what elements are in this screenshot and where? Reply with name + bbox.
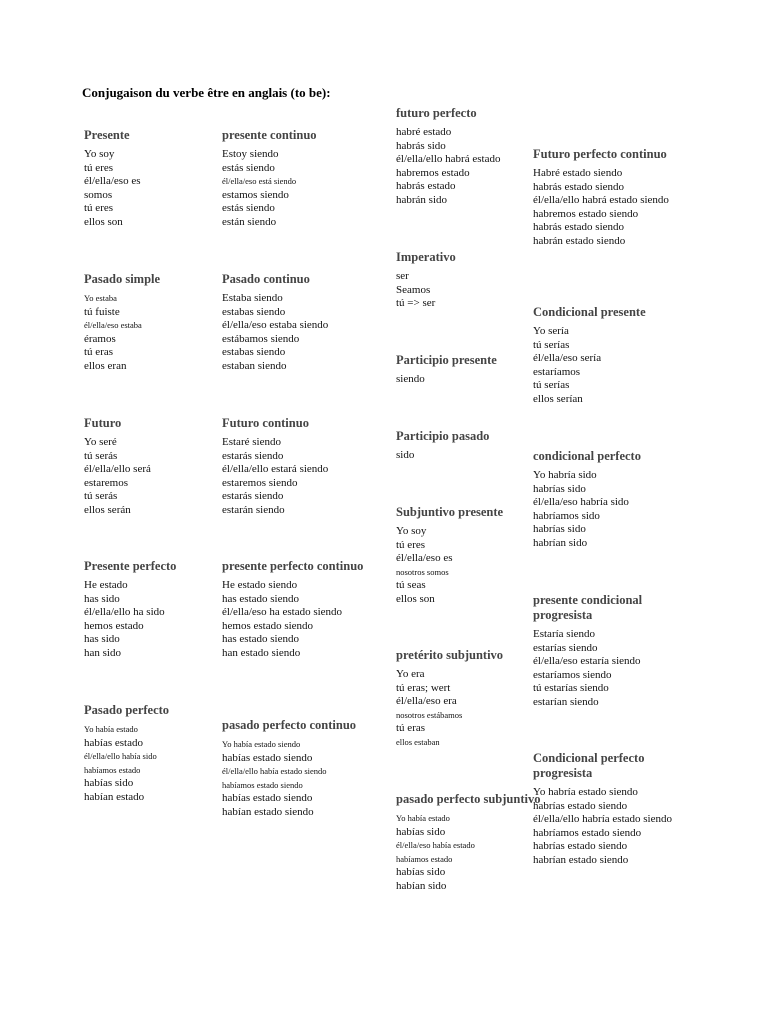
section-heading: futuro perfecto [396, 106, 477, 120]
conjugation-line: hemos estado [84, 619, 144, 632]
conjugation-line: Estoy siendo [222, 148, 279, 160]
conjugation-line: habíamos estado siendo [222, 779, 303, 790]
conjugation-line: él/ella/eso estaba siendo [222, 319, 329, 332]
conjugation-list [222, 436, 372, 518]
conjugation-line: habrías estado siendo [533, 799, 628, 812]
conjugation-line: estaremos [84, 476, 128, 489]
conjugation-line: Estaría siendo [533, 628, 596, 640]
conjugation-line: habremos estado [396, 166, 470, 179]
conjugation-line: tú eres [396, 538, 426, 551]
conjugation-line: has sido [84, 592, 120, 605]
conjugation-line: estarán siendo [222, 503, 285, 516]
conjugation-line: ellos son [396, 592, 435, 605]
conjugation-line: estamos siendo [222, 188, 289, 201]
section-heading: Imperativo [396, 250, 456, 264]
section-heading: pasado perfecto continuo [222, 718, 357, 732]
conjugation-line: él/ella/eso estaba [84, 320, 142, 331]
conjugation-line: ellos serán [84, 503, 131, 516]
conjugation-line: él/ella/ello habrá estado siendo [533, 194, 669, 207]
conjugation-line: tú serías [533, 379, 570, 392]
conjugation-line: tú seas [396, 579, 426, 592]
conjugation-line: él/ella/eso estaría siendo [533, 655, 641, 668]
conjugation-line: habías sido [84, 777, 134, 790]
section-futuro-perfecto-continuo [533, 147, 683, 249]
conjugation-line: estarás siendo [222, 490, 284, 503]
conjugation-line: has estado siendo [222, 633, 299, 646]
conjugation-list [396, 270, 546, 311]
section-pasado-simple [84, 272, 234, 374]
conjugation-list [84, 579, 234, 661]
conjugation-line: estaríamos [533, 365, 581, 378]
conjugation-list [396, 525, 546, 607]
conjugation-line: han estado siendo [222, 646, 301, 659]
section-pasado-perfecto-subjuntivo [396, 792, 546, 894]
conjugation-line: habríamos sido [533, 509, 600, 522]
conjugation-list [84, 148, 234, 230]
conjugation-line: tú eras; wert [396, 681, 451, 694]
conjugation-line: estaban siendo [222, 359, 287, 372]
conjugation-line: habrás estado [396, 180, 456, 193]
section-heading: Pasado perfecto [84, 703, 170, 717]
conjugation-line: tú serás [84, 490, 118, 503]
conjugation-line: tú fuiste [84, 305, 120, 318]
conjugation-line: éramos [84, 332, 116, 345]
section-heading: Condicional presente [533, 305, 646, 319]
conjugation-line: habían estado [84, 790, 145, 803]
section-heading: Subjuntivo presente [396, 505, 504, 519]
conjugation-line: habías estado [84, 736, 143, 749]
conjugation-line: estarías siendo [533, 641, 598, 654]
conjugation-line: tú eres [84, 202, 114, 215]
conjugation-line: tú eres [84, 161, 114, 174]
section-futuro-continuo [222, 416, 372, 518]
conjugation-list [533, 786, 683, 868]
conjugation-line: ellos estaban [396, 736, 440, 747]
conjugation-line: estarían siendo [533, 695, 599, 708]
conjugation-line: Yo era [396, 668, 425, 680]
section-presente [84, 128, 234, 230]
conjugation-list [222, 292, 372, 374]
section-futuro [84, 416, 234, 518]
conjugation-line: habrías sido [533, 482, 586, 495]
section-heading: Pasado simple [84, 272, 161, 286]
conjugation-list [396, 373, 546, 387]
conjugation-line: habías estado siendo [222, 792, 313, 805]
conjugation-line: has estado siendo [222, 592, 299, 605]
conjugation-line: Seamos [396, 283, 431, 296]
section-heading: Presente [84, 128, 130, 142]
conjugation-line: él/ella/eso está siendo [222, 176, 297, 187]
conjugation-line: habías estado siendo [222, 751, 313, 764]
conjugation-line: están siendo [222, 215, 277, 228]
conjugation-list [533, 628, 683, 710]
conjugation-line: sido [396, 449, 415, 461]
conjugation-list [222, 148, 372, 230]
section-heading: Futuro continuo [222, 416, 309, 430]
conjugation-line: habríamos estado siendo [533, 826, 642, 839]
conjugation-line: estabas siendo [222, 346, 286, 359]
conjugation-list [396, 668, 546, 750]
conjugation-line: él/ella/ello habrá estado [396, 153, 501, 166]
conjugation-line: tú eras [84, 346, 114, 359]
section-heading: pretérito subjuntivo [396, 648, 504, 662]
conjugation-line: él/ella/eso habría sido [533, 496, 629, 509]
conjugation-list [222, 738, 372, 820]
conjugation-list [84, 436, 234, 518]
conjugation-list [396, 449, 546, 463]
conjugation-line: nosotros somos [396, 566, 449, 577]
conjugation-line: habrías sido [533, 523, 586, 536]
section-heading: Presente perfecto [84, 559, 177, 573]
conjugation-line: él/ella/ello habría estado siendo [533, 813, 672, 826]
conjugation-list [222, 579, 372, 661]
section-presente-perfecto-continuo [222, 559, 372, 661]
conjugation-line: habrás estado siendo [533, 221, 625, 234]
conjugation-line: él/ella/ello estará siendo [222, 463, 329, 476]
conjugation-line: He estado [84, 579, 128, 591]
conjugation-line: él/ella/eso es [84, 175, 141, 188]
conjugation-line: Yo habría sido [533, 469, 597, 481]
conjugation-line: has sido [84, 633, 120, 646]
conjugation-line: habías sido [396, 825, 446, 838]
section-heading: condicional perfecto [533, 449, 641, 463]
conjugation-line: él/ella/eso había estado [396, 840, 475, 851]
conjugation-line: nosotros estábamos [396, 709, 463, 720]
section-pasado-continuo [222, 272, 372, 374]
section-heading: Condicional perfecto progresista [533, 751, 645, 780]
section-heading: pasado perfecto subjuntivo [396, 792, 541, 806]
section-pasado-perfecto [84, 703, 234, 805]
conjugation-line: él/ella/ello había estado siendo [222, 766, 327, 777]
section-heading: Participio pasado [396, 429, 490, 443]
conjugation-line: Yo había estado [84, 724, 138, 734]
conjugation-line: tú estarías siendo [533, 682, 609, 695]
conjugation-line: hemos estado siendo [222, 619, 314, 632]
section-pasado-perfecto-continuo [222, 718, 372, 820]
section-heading: presente perfecto continuo [222, 559, 364, 573]
conjugation-line: Yo sería [533, 325, 569, 337]
conjugation-line: Estaba siendo [222, 292, 283, 304]
section-heading: Futuro perfecto continuo [533, 147, 667, 161]
conjugation-line: habrás sido [396, 139, 446, 152]
conjugation-line: somos [84, 188, 113, 201]
conjugation-line: habrán sido [396, 193, 448, 206]
section-participio-presente [396, 353, 546, 387]
conjugation-line: habías sido [396, 866, 446, 879]
conjugation-line: tú => ser [396, 297, 436, 310]
conjugation-list [396, 812, 546, 894]
conjugation-line: Yo había estado siendo [222, 739, 301, 749]
conjugation-line: estabas siendo [222, 305, 286, 318]
conjugation-line: Yo estaba [84, 293, 117, 303]
conjugation-line: habrían sido [533, 536, 588, 549]
conjugation-line: él/ella/ello había sido [84, 751, 157, 762]
conjugation-line: han sido [84, 646, 121, 659]
conjugation-line: habrías estado siendo [533, 840, 628, 853]
conjugation-line: Yo seré [84, 436, 117, 448]
conjugation-list [533, 469, 683, 551]
conjugation-line: Yo soy [396, 525, 427, 537]
conjugation-line: él/ella/eso sería [533, 352, 602, 365]
conjugation-line: ellos serían [533, 392, 583, 405]
section-presente-perfecto [84, 559, 234, 661]
conjugation-line: habíamos estado [84, 764, 141, 775]
conjugation-list [533, 167, 683, 249]
conjugation-line: él/ella/eso ha estado siendo [222, 606, 343, 619]
conjugation-line: siendo [396, 373, 425, 385]
conjugation-line: ellos eran [84, 359, 127, 372]
conjugation-line: tú eras [396, 722, 426, 735]
section-condicional-presente [533, 305, 683, 407]
section-heading: presente condicional progresista [533, 593, 643, 622]
conjugation-line: ellos son [84, 215, 123, 228]
conjugation-line: estás siendo [222, 161, 275, 174]
section-heading: Futuro [84, 416, 122, 430]
section-condicional-perfecto [533, 449, 683, 551]
conjugation-line: Yo había estado [396, 813, 450, 823]
conjugation-line: habrían estado siendo [533, 853, 629, 866]
conjugation-list [396, 126, 546, 208]
conjugation-line: Estaré siendo [222, 436, 281, 448]
section-preterito-subjuntivo [396, 648, 546, 750]
conjugation-line: Yo soy [84, 148, 115, 160]
conjugation-line: Habré estado siendo [533, 167, 623, 179]
conjugation-line: habíamos estado [396, 853, 453, 864]
conjugation-line: habré estado [396, 126, 452, 138]
conjugation-line: él/ella/ello ha sido [84, 606, 165, 619]
conjugation-line: Yo habría estado siendo [533, 786, 638, 798]
conjugation-line: habían estado siendo [222, 805, 314, 818]
conjugation-line: estábamos siendo [222, 332, 300, 345]
document-title: Conjugaison du verbe être en anglais (to be): [82, 85, 331, 100]
section-heading: Pasado continuo [222, 272, 310, 286]
conjugation-line: ser [396, 270, 409, 282]
conjugation-line: habrás estado siendo [533, 180, 625, 193]
conjugation-list [533, 325, 683, 407]
section-presente-condicional-progresista [533, 593, 683, 710]
section-presente-continuo [222, 128, 372, 230]
conjugation-list [84, 292, 234, 374]
conjugation-line: él/ella/ello será [84, 463, 151, 476]
conjugation-line: habrán estado siendo [533, 234, 626, 247]
conjugation-line: tú serás [84, 449, 118, 462]
section-futuro-perfecto [396, 106, 546, 208]
section-condicional-perfecto-progresista [533, 751, 683, 868]
section-participio-pasado [396, 429, 546, 463]
conjugation-line: él/ella/eso era [396, 695, 457, 708]
conjugation-line: habremos estado siendo [533, 207, 639, 220]
section-imperativo [396, 250, 546, 311]
conjugation-line: estaremos siendo [222, 476, 298, 489]
conjugation-line: tú serías [533, 338, 570, 351]
section-heading: presente continuo [222, 128, 317, 142]
conjugation-line: estarás siendo [222, 449, 284, 462]
conjugation-line: estaríamos siendo [533, 668, 612, 681]
conjugation-line: habían sido [396, 879, 447, 892]
section-subjuntivo-presente [396, 505, 546, 607]
conjugation-list [84, 723, 234, 805]
conjugation-line: él/ella/eso es [396, 552, 453, 565]
conjugation-line: He estado siendo [222, 579, 298, 591]
section-heading: Participio presente [396, 353, 497, 367]
conjugation-line: estás siendo [222, 202, 275, 215]
